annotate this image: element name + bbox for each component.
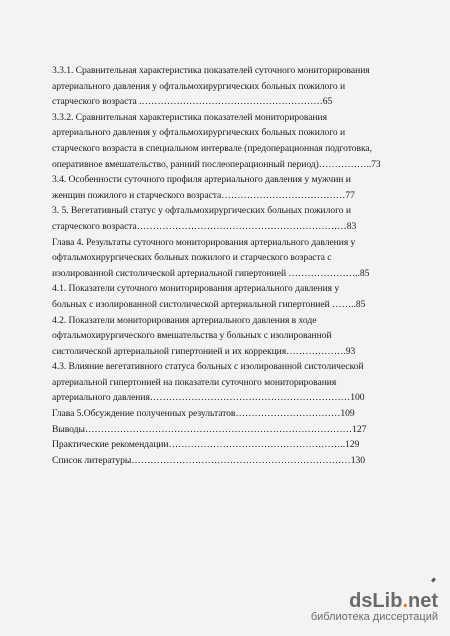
toc-line: изолированной систолической артериальной гипертонией …………………..85	[52, 267, 370, 279]
toc-line: 3.4. Особенности суточного профиля артериального давления у мужчин и	[52, 174, 351, 186]
toc-line: Выводы…………………………………………………………………………127	[52, 423, 367, 435]
toc-line: офтальмохирургического вмешательства у больных с изолированной	[52, 330, 332, 342]
toc-line: больных с изолированной систолической артериальной гипертонией ……..85	[52, 298, 366, 310]
toc-line: 4.2. Показатели мониторирования артериального давления в ходе	[52, 314, 317, 326]
toc-line: оперативное вмешательство, ранний послеоперационный период)……………..73	[52, 158, 381, 170]
watermark-subtitle: библиотека диссертаций	[310, 611, 438, 623]
toc-line: женщин пожилого и старческого возраста…………………………………77	[52, 189, 355, 201]
watermark-logo	[311, 591, 438, 611]
toc-line: артериального давления у офтальмохирургических больных пожилого и	[52, 127, 346, 139]
scan-speck	[431, 578, 436, 583]
table-of-contents	[52, 63, 412, 468]
toc-line: старческого возраста в специальном интервале (предоперационная подготовка,	[52, 142, 372, 154]
toc-line: артериального давления у офтальмохирургических больных пожилого и	[52, 80, 346, 92]
toc-line: старческого возраста .…………………………………………………65	[52, 96, 333, 108]
toc-line: 4.3. Влияние вегетативного статуса больных с изолированной систолической	[52, 361, 364, 373]
toc-line: 3.3.2. Сравнительная характеристика показателей мониторирования	[52, 111, 327, 123]
toc-line: офтальмохирургических больных пожилого и старческого возраста с	[52, 252, 332, 264]
toc-line: 3.3.1. Сравнительная характеристика показателей суточного мониторирования	[52, 65, 370, 76]
watermark-logo-tld: net	[408, 590, 438, 612]
toc-line: Практические рекомендации………………………………………………..129	[52, 439, 360, 451]
watermark-logo-dot: .	[402, 590, 408, 612]
toc-line: артериального давления………………………………………………………100	[52, 392, 365, 404]
toc-line: артериальной гипертонией на показатели суточного мониторирования	[52, 376, 337, 388]
toc-line: старческого возраста…………………………………………………………83	[52, 220, 357, 232]
toc-line: 4.1. Показатели суточного мониторирования артериального давления у	[52, 283, 340, 295]
toc-line: 3. 5. Вегетативный статус у офтальмохирургических больных пожилого и	[52, 205, 351, 217]
watermark-logo-main: dsLib	[349, 590, 403, 612]
toc-line: систолической артериальной гипертонией и их коррекция……………….93	[52, 345, 356, 357]
toc-line: Список литературы……………………………………………………………130	[52, 454, 365, 466]
toc-line: Глава 5.Обсуждение полученных результатов……………………………109	[52, 408, 355, 420]
toc-line: Глава 4. Результаты суточного мониторирования артериального давления у	[52, 236, 356, 248]
watermark	[311, 591, 438, 624]
